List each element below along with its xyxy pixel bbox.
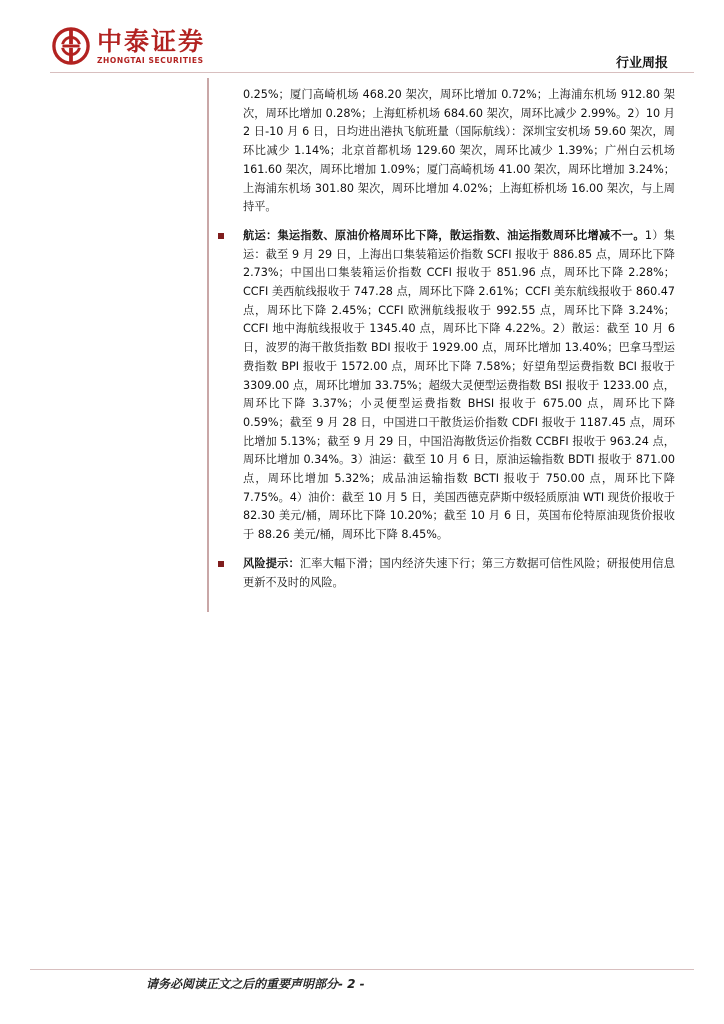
shipping-text: 1）集运：截至 9 月 29 日，上海出口集装箱运价指数 SCFI 报收于 886.85 点，周环比下降 2.73%；中国出口集装箱运价指数 CCFI 报收于 851.96 点，周环比下降 2.28%；CCFI 美西航线报收于 747.28 点，周环比下降 2.61%；CCFI 美东航线报收于 860.47 点，周环比下降 2.45%；CCFI 欧洲航线报收于 992.55 点，周环比下降 3.24%；CCFI 地中海航线报收于 1345.40 点，周环比下降 4.22%。2）散运：截至 10 月 6 日，波罗的海干散货指数 BDI 报收于 1929.00 点，周环比增加 13.40%；巴拿马型运费指数 BPI 报收于 1572.00 点，周环比下降 7.58%；好望角型运费指数 BCI 报收于 3309.00 点，周环比增加 33.75%；超级大灵便型运费指数 BSI 报收于 1233.00 点，周环比下降 3.37%；小灵便型运费指数 BHSI 报收于 675.00 点，周环比下降 0.59%；截至 9 月 28 日，中国进口干散货运价指数 CDFI 报收于 1187.45 点，周环比增加 5.13%；截至 9 月 29 日，中国沿海散货运价指数 CCBFI 报收于 963.24 点，周环比增加 0.34%。3）油运：截至 10 月 6 日，原油运输指数 BDTI 报收于 871.00 点，周环比增加 5.32%；成品油运输指数 BCTI 报收于 750.00 点，周环比下降 7.75%。4）油价：截至 10 月 5 日，美国西德克萨斯中级轻质原油 WTI 现货价报收于 82.30 美元/桶，周环比下降 10.20%；截至 10 月 6 日，英国布伦特原油现货价报收于 88.26 美元/桶，周环比下降 8.45%。 [243,228,676,542]
main-content [243,86,675,592]
risk-text: 汇率大幅下滑；国内经济失速下行；第三方数据可信性风险；研报使用信息更新不及时的风险。 [243,556,675,589]
continued-airport-paragraph: 0.25%；厦门高崎机场 468.20 架次，周环比增加 0.72%；上海浦东机场 912.80 架次，周环比增加 0.28%；上海虹桥机场 684.60 架次，周环比减少 2.99%。2）10 月 2 日-10 月 6 日，日均进出港执飞航班量（国际航线）：深圳宝安机场 59.60 架次，周环比减少 1.14%；北京首都机场 129.60 架次，周环比减少 1.39%；广州白云机场 161.60 架次，周环比增加 1.09%；厦门高崎机场 41.00 架次，周环比增加 3.24%；上海浦东机场 301.80 架次，周环比增加 4.02%；上海虹桥机场 16.00 架次，与上周持平。 [243,88,675,214]
risk-section [243,555,675,592]
footer-divider [30,969,694,970]
left-margin-divider [207,78,209,612]
zhongtai-logo-icon [52,27,90,65]
bullet-square-icon [218,233,224,239]
logo-chinese-name: 中泰证券 [97,26,206,56]
shipping-section [243,227,675,545]
logo-english-name: ZHONGTAI SECURITIES [97,55,204,65]
risk-lead: 风险提示： [243,556,300,570]
report-type-label: 行业周报 [615,56,668,71]
bullet-square-icon [218,561,224,567]
footer-disclaimer: 请务必阅读正文之后的重要声明部分- 2 - [146,977,365,991]
shipping-lead: 航运：集运指数、原油价格周环比下降，散运指数、油运指数周环比增减不一。 [243,228,645,242]
header-divider [50,72,694,73]
company-logo [52,27,205,65]
